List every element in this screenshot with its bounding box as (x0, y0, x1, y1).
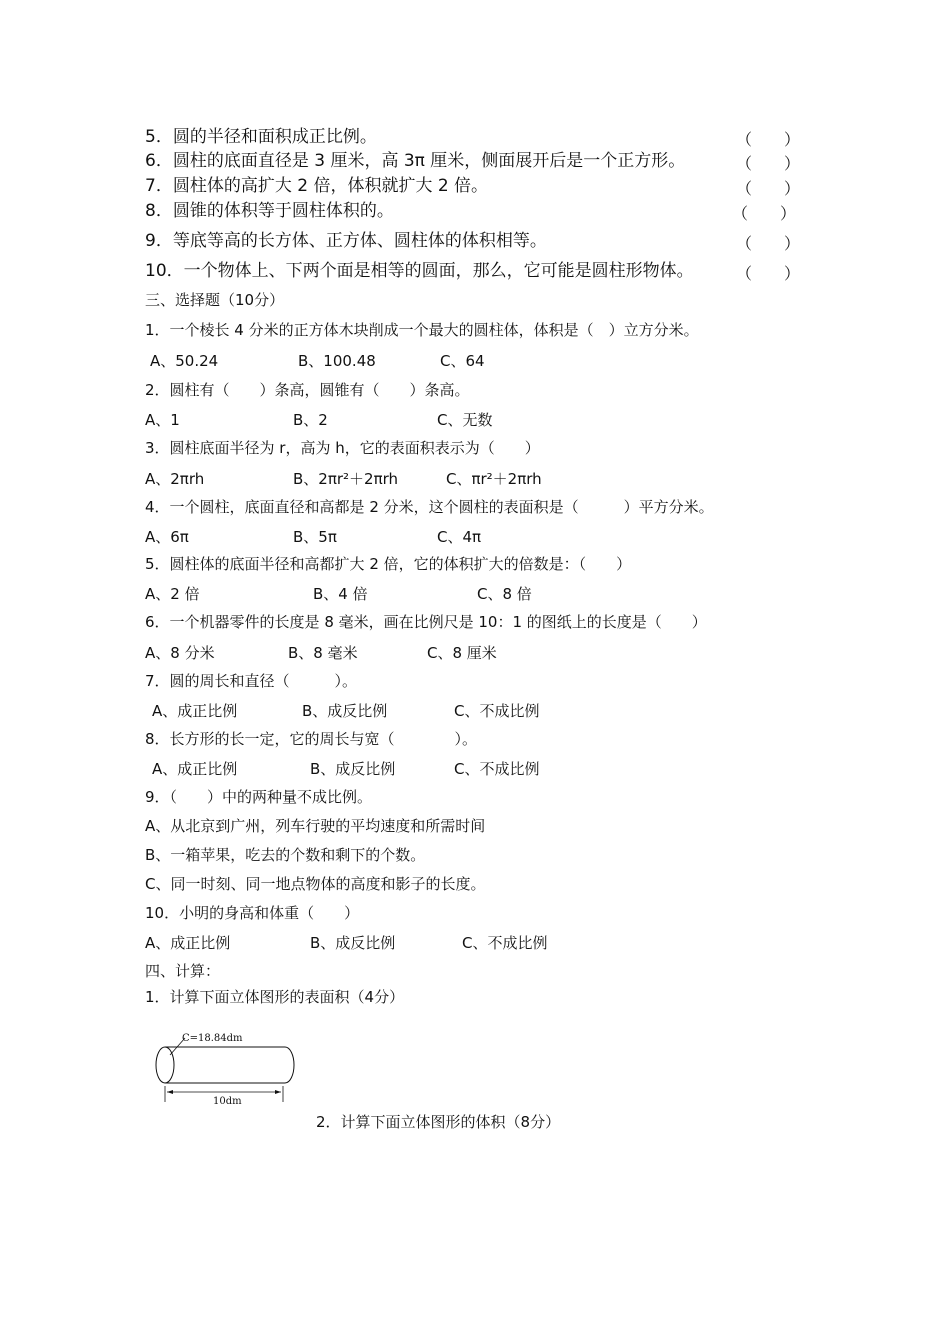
choice-q10-option-b[interactable]: B、成反比例 (310, 934, 396, 952)
choice-q3: 3．圆柱底面半径为 r，高为 h，它的表面积表示为（ ） (145, 439, 540, 457)
choice-q9-option-b[interactable]: B、一箱苹果，吃去的个数和剩下的个数。 (145, 846, 426, 864)
cylinder-diagram (145, 1028, 305, 1108)
calc-q1: 1．计算下面立体图形的表面积（4分） (145, 988, 405, 1006)
choice-q2-option-a[interactable]: A、1 (145, 411, 180, 429)
answer-paren-8[interactable]: （ ） (732, 204, 797, 223)
choice-q5-option-c[interactable]: C、8 倍 (477, 585, 532, 603)
choice-q5-option-a[interactable]: A、2 倍 (145, 585, 200, 603)
answer-paren-5[interactable]: （ ） (736, 130, 801, 149)
judgement-9: 9．等底等高的长方体、正方体、圆柱体的体积相等。 (145, 231, 547, 251)
choice-q5-option-b[interactable]: B、4 倍 (313, 585, 368, 603)
length-label: 10dm (213, 1096, 242, 1107)
choice-q7-option-a[interactable]: A、成正比例 (152, 702, 238, 720)
choice-q1-option-c[interactable]: C、64 (440, 352, 485, 370)
judgement-7: 7．圆柱体的高扩大 2 倍，体积就扩大 2 倍。 (145, 176, 489, 196)
judgement-10: 10．一个物体上、下两个面是相等的圆面，那么，它可能是圆柱形物体。 (145, 261, 694, 281)
choice-q10-option-c[interactable]: C、不成比例 (462, 934, 548, 952)
choice-q8-option-b[interactable]: B、成反比例 (310, 760, 396, 778)
choice-q9-option-a[interactable]: A、从北京到广州，列车行驶的平均速度和所需时间 (145, 817, 486, 835)
choice-q6-option-a[interactable]: A、8 分米 (145, 644, 215, 662)
calc-q2: 2．计算下面立体图形的体积（8分） (316, 1113, 561, 1131)
choice-q4-option-c[interactable]: C、4π (437, 528, 482, 546)
choice-q9: 9．（ ）中的两种量不成比例。 (145, 788, 373, 806)
section-4-title: 四、计算： (145, 962, 221, 980)
choice-q3-option-b[interactable]: B、2πr²＋2πrh (293, 470, 399, 488)
judgement-8: 8．圆锥的体积等于圆柱体积的。 (145, 201, 394, 221)
choice-q2: 2．圆柱有（ ）条高，圆锥有（ ）条高。 (145, 381, 470, 399)
section-3-title: 三、选择题（10分） (145, 291, 285, 309)
choice-q1-option-b[interactable]: B、100.48 (298, 352, 376, 370)
cylinder-right-edge (285, 1047, 294, 1083)
choice-q7: 7．圆的周长和直径（ ）。 (145, 672, 358, 690)
answer-paren-9[interactable]: （ ） (736, 234, 801, 253)
judgement-6: 6．圆柱的底面直径是 3 厘米，高 3π 厘米，侧面展开后是一个正方形。 (145, 151, 686, 171)
choice-q3-option-c[interactable]: C、πr²＋2πrh (446, 470, 542, 488)
choice-q5: 5．圆柱体的底面半径和高都扩大 2 倍，它的体积扩大的倍数是：（ ） (145, 555, 632, 573)
choice-q10: 10．小明的身高和体重（ ） (145, 904, 360, 922)
choice-q10-option-a[interactable]: A、成正比例 (145, 934, 231, 952)
judgement-5: 5．圆的半径和面积成正比例。 (145, 127, 377, 147)
choice-q7-option-c[interactable]: C、不成比例 (454, 702, 540, 720)
choice-q9-option-c[interactable]: C、同一时刻、同一地点物体的高度和影子的长度。 (145, 875, 486, 893)
choice-q2-option-b[interactable]: B、2 (293, 411, 328, 429)
circumference-label: C=18.84dm (182, 1033, 243, 1044)
choice-q4-option-b[interactable]: B、5π (293, 528, 337, 546)
cylinder-left-face (156, 1047, 174, 1083)
choice-q6-option-b[interactable]: B、8 毫米 (288, 644, 358, 662)
choice-q1-option-a[interactable]: A、50.24 (150, 352, 219, 370)
choice-q4: 4．一个圆柱，底面直径和高都是 2 分米，这个圆柱的表面积是（ ）平方分米。 (145, 498, 714, 516)
choice-q6: 6．一个机器零件的长度是 8 毫米，画在比例尺是 10：1 的图纸上的长度是（ ） (145, 613, 707, 631)
choice-q7-option-b[interactable]: B、成反比例 (302, 702, 388, 720)
choice-q1: 1．一个棱长 4 分米的正方体木块削成一个最大的圆柱体，体积是（ ）立方分米。 (145, 321, 699, 339)
choice-q8: 8．长方形的长一定，它的周长与宽（ ）。 (145, 730, 478, 748)
answer-paren-7[interactable]: （ ） (736, 179, 801, 198)
choice-q3-option-a[interactable]: A、2πrh (145, 470, 205, 488)
answer-paren-6[interactable]: （ ） (736, 154, 801, 173)
choice-q8-option-a[interactable]: A、成正比例 (152, 760, 238, 778)
choice-q8-option-c[interactable]: C、不成比例 (454, 760, 540, 778)
answer-paren-10[interactable]: （ ） (736, 264, 801, 283)
choice-q2-option-c[interactable]: C、无数 (437, 411, 493, 429)
choice-q6-option-c[interactable]: C、8 厘米 (427, 644, 497, 662)
choice-q4-option-a[interactable]: A、6π (145, 528, 189, 546)
